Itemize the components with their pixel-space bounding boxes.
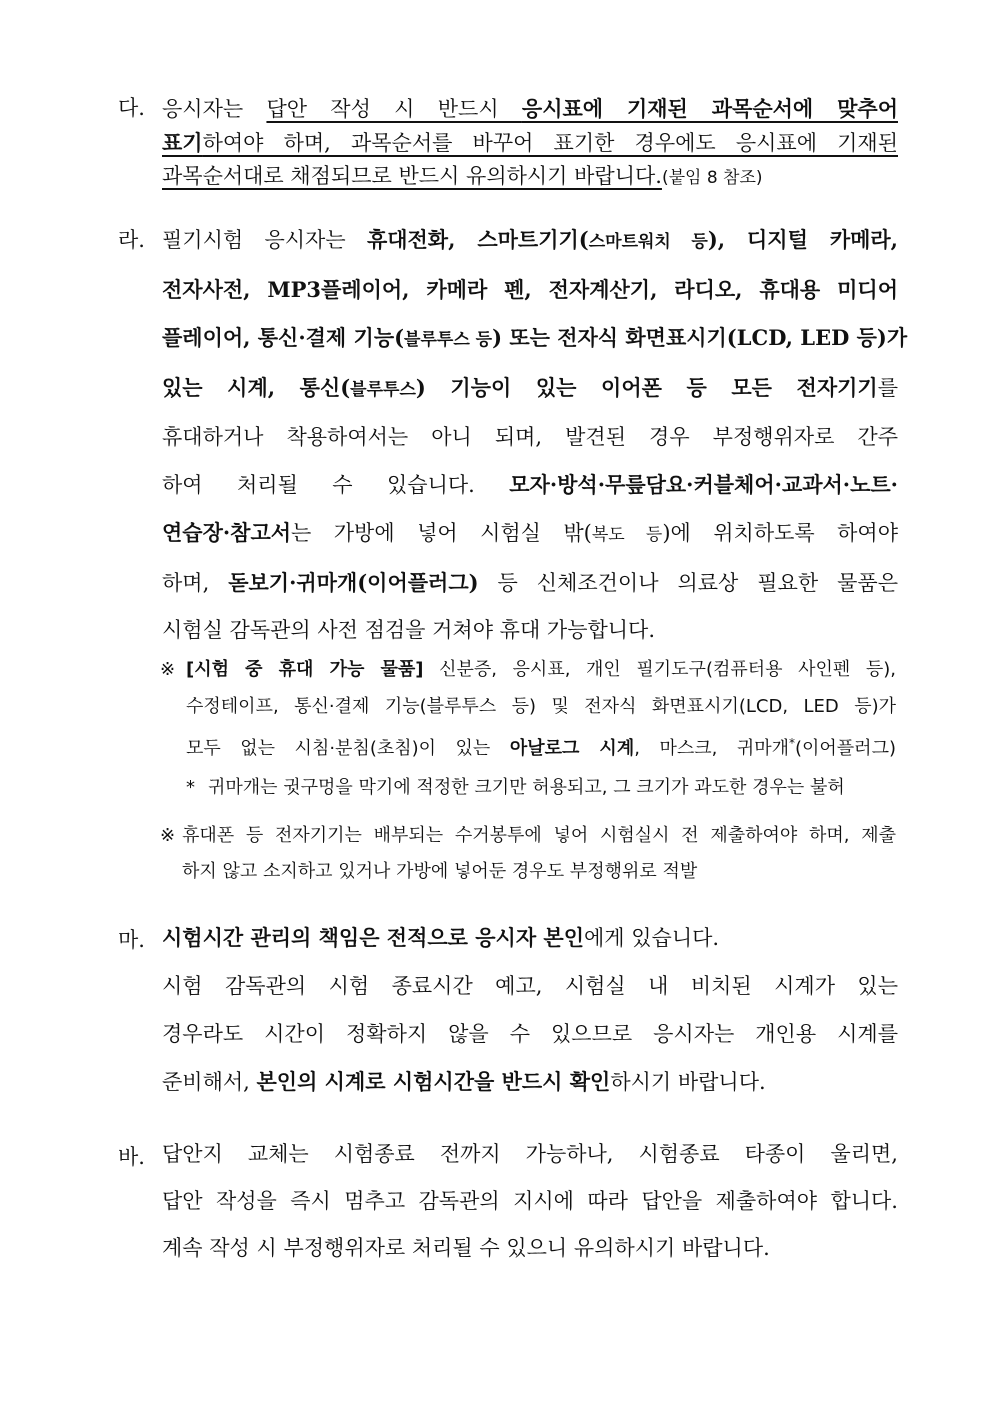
emphasis-text: 모자·방석·무릎담요·커블체어·교과서·노트·	[509, 472, 898, 497]
text-line: 답안 작성을 즉시 멈추고 감독관의 지시에 따라 답안을 제출하여야 합니다.	[162, 1189, 898, 1213]
text-line: 경우라도 시간이 정확하지 않을 수 있으므로 응시자는 개인용 시계를	[162, 1022, 898, 1046]
note-marker: ※	[160, 659, 176, 680]
text-line: 시험 감독관의 시험 종료시간 예고, 시험실 내 비치된 시계가 있는	[162, 974, 898, 998]
footnote-marker: *	[186, 777, 195, 798]
section-ra	[118, 224, 908, 654]
note-electronics	[160, 818, 900, 890]
emphasis-text: 블루투스	[350, 380, 416, 400]
emphasis-text: 시험시간 관리의 책임은 전적으로 응시자 본인	[162, 925, 584, 950]
text-line: 휴대하거나 착용하여서는 아니 되며, 발견된 경우 부정행위자로 간주	[162, 425, 898, 449]
emphasis-text: ) 또는 전자식 화면표시기(LCD, LED 등)가	[492, 325, 908, 350]
text-run: 하며,	[162, 571, 229, 595]
footnote-mark: *	[789, 736, 795, 750]
emphasis-text: ) 기능이 있는 이어폰 등 모든 전자기기	[415, 375, 878, 400]
text-line: 휴대폰 등 전자기기는 배부되는 수거봉투에 넣어 시험실시 전 제출하여야 하며, 제출	[182, 825, 896, 846]
reference-note: (붙임 8 참조)	[661, 168, 763, 188]
section-ma	[118, 924, 898, 1106]
emphasis-text: 플레이어, 통신·결제 기능(	[162, 325, 405, 350]
underlined-text: 과목순서대로 채점되므로 반드시 유의하시기 바랍니다.	[162, 164, 662, 188]
text-line	[162, 266, 898, 314]
section-marker: 다.	[118, 96, 145, 120]
emphasis-text: [시험 중 휴대 가능 물품]	[186, 659, 424, 680]
text-run: 를	[877, 376, 898, 400]
emphasis-text: 아날로그 시계	[509, 738, 635, 759]
text-run: 에게 있습니다.	[584, 926, 720, 950]
text-run: , 마스크, 귀마개	[634, 738, 789, 759]
section-body	[162, 1131, 898, 1272]
text-line: 하지 않고 소지하고 있거나 가방에 넣어둔 경우도 부정행위로 적발	[182, 861, 698, 882]
text-line	[162, 160, 898, 195]
text-run: 는 가방에 넣어 시험실 밖(	[291, 521, 592, 545]
text-run: 응시자는	[162, 97, 267, 121]
emphasis-text: 블루투스 등	[404, 330, 493, 350]
text-line	[162, 126, 898, 160]
text-run: 복도 등	[591, 525, 663, 545]
text-line	[186, 725, 896, 767]
text-run: 필기시험 응시자는	[162, 228, 367, 252]
text-run: 하시기 바랍니다.	[610, 1070, 766, 1094]
emphasis-text: 전자사전, MP3플레이어, 카메라 펜, 전자계산기, 라디오, 휴대용 미디어	[162, 277, 898, 302]
note-body	[186, 651, 896, 767]
emphasis-text: 연습장·참고서	[162, 520, 292, 545]
text-line	[162, 1058, 898, 1106]
text-line	[162, 914, 898, 962]
text-line	[162, 364, 898, 414]
emphasis-text: 응시표에 기재된 과목순서에 맞추어	[521, 96, 898, 121]
emphasis-text: 스마트워치 등	[588, 232, 708, 252]
section-body	[162, 92, 898, 195]
section-marker: 라.	[118, 228, 145, 252]
text-line: 귀마개는 귓구멍을 막기에 적정한 크기만 허용되고, 그 크기가 과도한 경우는 불허	[208, 777, 845, 798]
section-marker: 마.	[118, 928, 145, 952]
footnote	[186, 774, 886, 802]
emphasis-text: 표기	[162, 130, 203, 155]
section-body	[162, 914, 898, 1106]
text-run: )에 위치하도록 하여야	[662, 521, 898, 545]
text-line: 답안지 교체는 시험종료 전까지 가능하나, 시험종료 타종이 울리면,	[162, 1142, 898, 1166]
emphasis-text: 있는 시계, 통신(	[162, 375, 351, 400]
text-run: 신분증, 응시표, 개인 필기도구(컴퓨터용 사인펜 등),	[423, 659, 896, 680]
underlined-text: 하여야 하며, 과목순서를 바꾸어 표기한 경우에도 응시표에 기재된	[202, 131, 898, 155]
text-run: 모두 없는 시침·분침(초침)이 있는	[186, 738, 510, 759]
emphasis-text: 돋보기·귀마개(이어플러그)	[228, 570, 479, 595]
note-allowed-items	[160, 651, 900, 767]
footnote-body	[208, 774, 886, 802]
text-line	[162, 461, 898, 509]
text-line: 수정테이프, 통신·결제 기능(블루투스 등) 및 전자식 화면표시기(LCD, LED 등)가	[186, 696, 896, 717]
emphasis-text: ), 디지털 카메라,	[707, 227, 898, 252]
emphasis-text: 휴대전화, 스마트기기(	[366, 227, 589, 252]
section-da	[118, 92, 898, 195]
text-line	[162, 559, 898, 607]
text-run: (이어플러그)	[795, 738, 896, 759]
text-line	[162, 314, 908, 364]
text-line: 시험실 감독관의 사전 점검을 거쳐야 휴대 가능합니다.	[162, 618, 656, 642]
emphasis-text: 본인의 시계로 시험시간을 반드시 확인	[256, 1069, 611, 1094]
text-run: 준비해서,	[162, 1070, 257, 1094]
section-ba	[118, 1141, 898, 1272]
text-line	[186, 651, 896, 688]
text-line	[162, 92, 898, 126]
section-body	[162, 216, 908, 654]
section-marker: 바.	[118, 1145, 145, 1169]
note-marker: ※	[160, 825, 176, 846]
note-body	[182, 818, 896, 890]
underlined-text: 답안 작성 시 반드시	[266, 97, 522, 121]
text-line	[162, 509, 898, 559]
text-line	[162, 216, 898, 266]
text-run: 하여 처리될 수 있습니다.	[162, 473, 510, 497]
text-run: 등 신체조건이나 의료상 필요한 물품은	[478, 571, 898, 595]
text-line: 계속 작성 시 부정행위자로 처리될 수 있으니 유의하시기 바랍니다.	[162, 1236, 770, 1260]
